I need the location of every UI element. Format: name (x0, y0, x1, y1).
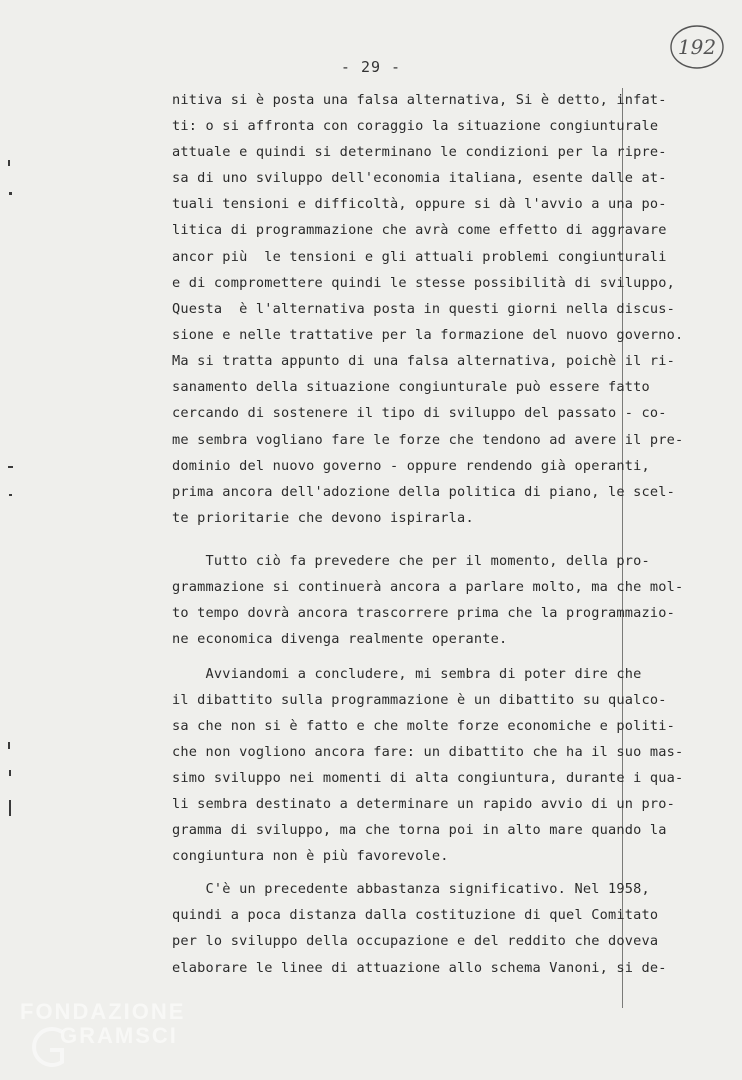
text-line: cercando di sostenere il tipo di sviluppo del passato - co- (172, 405, 667, 421)
text-line: il dibattito sulla programmazione è un dibattito su qualco- (172, 692, 667, 708)
text-line: ancor più le tensioni e gli attuali problemi congiunturali (172, 249, 667, 265)
text-line: gramma di sviluppo, ma che torna poi in alto mare quando la (172, 822, 667, 838)
text-line: e di compromettere quindi le stesse possibilità di sviluppo, (172, 275, 676, 291)
watermark-line: GRAMSCI (60, 1023, 178, 1048)
text-line: te prioritarie che devono ispirarla. (172, 510, 474, 526)
text-line: nitiva si è posta una falsa alternativa, Si è detto, infat- (172, 92, 667, 108)
text-line: congiuntura non è più favorevole. (172, 848, 449, 864)
text-line: simo sviluppo nei momenti di alta congiuntura, durante i qua- (172, 770, 684, 786)
text-line: che non vogliono ancora fare: un dibattito che ha il suo mas- (172, 744, 684, 760)
text-line: per lo sviluppo della occupazione e del reddito che doveva (172, 933, 659, 949)
margin-mark (9, 494, 12, 496)
text-line: ti: o si affronta con coraggio la situazione congiunturale (172, 118, 659, 134)
text-line: sa di uno sviluppo dell'economia italiana, esente dalle at- (172, 170, 667, 186)
watermark-g-icon (28, 1022, 68, 1072)
text-line: prima ancora dell'adozione della politica di piano, le scel- (172, 484, 676, 500)
text-line: to tempo dovrà ancora trascorrere prima che la programmazio- (172, 605, 676, 621)
text-line: Tutto ciò fa prevedere che per il momento, della pro- (172, 553, 650, 569)
text-line: quindi a poca distanza dalla costituzione di quel Comitato (172, 907, 659, 923)
text-line: me sembra vogliano fare le forze che tendono ad avere il pre- (172, 432, 684, 448)
text-line: tuali tensioni e difficoltà, oppure si dà l'avvio a una po- (172, 196, 667, 212)
text-line: Questa è l'alternativa posta in questi giorni nella discus- (172, 301, 676, 317)
archive-number-stamp (668, 22, 726, 72)
text-line: grammazione si continuerà ancora a parlare molto, ma che mol- (172, 579, 684, 595)
margin-mark (9, 770, 11, 776)
text-line: Avviandomi a concludere, mi sembra di poter dire che (172, 666, 642, 682)
text-line: dominio del nuovo governo - oppure rendendo già operanti, (172, 458, 650, 474)
page-number: - 29 - (340, 58, 402, 76)
margin-mark (9, 800, 11, 816)
archive-number: 192 (677, 35, 717, 59)
text-line: sione e nelle trattative per la formazione del nuovo governo. (172, 327, 684, 343)
margin-mark (8, 160, 10, 166)
text-line: C'è un precedente abbastanza significativo. Nel 1958, (172, 881, 650, 897)
text-line: Ma si tratta appunto di una falsa alternativa, poichè il ri- (172, 353, 676, 369)
margin-mark (9, 192, 12, 195)
text-line: sa che non si è fatto e che molte forze economiche e politi- (172, 718, 676, 734)
watermark-line: FONDAZIONE (20, 999, 186, 1024)
text-line: ne economica divenga realmente operante. (172, 631, 508, 647)
margin-mark (8, 466, 13, 468)
text-line: litica di programmazione che avrà come effetto di aggravare (172, 222, 667, 238)
text-line: sanamento della situazione congiunturale può essere fatto (172, 379, 650, 395)
margin-mark (8, 742, 10, 749)
text-line: elaborare le linee di attuazione allo schema Vanoni, si de- (172, 960, 667, 976)
text-line: li sembra destinato a determinare un rapido avvio di un pro- (172, 796, 676, 812)
text-line: attuale e quindi si determinano le condizioni per la ripre- (172, 144, 667, 160)
